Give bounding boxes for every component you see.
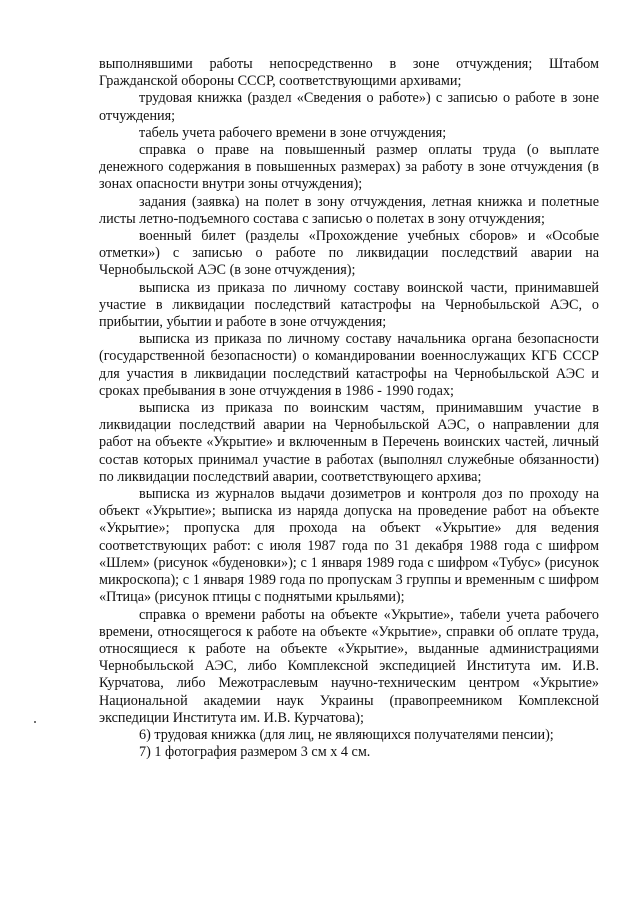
paragraph-dosimeter-logs: выписка из журналов выдачи дозиметров и контроля доз по проходу на объект «Укрытие»; выписка из наряда допуска на проведение работ на объекте «Укрытие»; пропуска для прохода на объект «Укрытие» для ведения соответствующих работ: с июля 1987 года по 31 декабря 1988 года с шифром «Шлем» (рисунок «буденовки»); с 1 января 1989 года с шифром «Тубус» (рисунок микроскопа); с 1 января 1989 года по пропускам 3 группы и временным с шифром «Птица» (рисунок птицы с поднятыми крыльями); (99, 486, 599, 606)
paragraph-military-id: военный билет (разделы «Прохождение учебных сборов» и «Особые отметки») с записью о работе по ликвидации последствий аварии на Чернобыльской АЭС (в зоне отчуждения); (99, 228, 599, 279)
scan-speck (34, 721, 36, 723)
list-item-photo: 7) 1 фотография размером 3 см x 4 см. (139, 744, 371, 761)
paragraph-pay-certificate: справка о праве на повышенный размер оплаты труда (о выплате денежного содержания в повышенных размерах) за работу в зоне отчуждения (в зонах опасности внутри зоны отчуждения); (99, 142, 599, 193)
paragraph-continuation: выполнявшими работы непосредственно в зоне отчуждения; Штабом Гражданской обороны СССР, соответствующими архивами; (99, 56, 599, 90)
list-item-work-book: 6) трудовая книжка (для лиц, не являющихся получателями пенсии); (139, 726, 554, 743)
paragraph-shelter-certificate: справка о времени работы на объекте «Укрытие», табели учета рабочего времени, относящегося к работе на объекте «Укрытие», справки об оплате труда, относящиеся к работе на объекте «Укрытие», выданные администрациями Чернобыльской АЭС, либо Комплексной экспедицией Института им. И.В. Курчатова, либо Межотраслевым научно-техническим центром «Укрытие» Национальной академии наук Украины (правопреемником Комплексной экспедиции Института им. И.В. Курчатова); (99, 606, 599, 726)
document-page (99, 56, 599, 761)
paragraph-flight-tasks: задания (заявка) на полет в зону отчуждения, летная книжка и полетные листы летно-подъемного состава с записью о полетах в зону отчуждения; (99, 193, 599, 227)
paragraph-unit-order-extract: выписка из приказа по личному составу воинской части, принимавшей участие в ликвидации последствий катастрофы на Чернобыльской АЭС, о прибытии, убытии и работе в зоне отчуждения; (99, 279, 599, 331)
paragraph-military-units-extract: выписка из приказа по воинским частям, принимавшим участие в ликвидации последствий аварии на Чернобыльской АЭС, о направлении для работ на объекте «Укрытие» и включенным в Перечень воинских частей, личный состав которых принимал участие в работах (выполнял служебные обязанности) по ликвидации последствий аварии, соответствующего архива; (99, 400, 599, 485)
paragraph-kgb-order-extract: выписка из приказа по личному составу начальника органа безопасности (государственной безопасности) о командировании военнослужащих КГБ СССР для участия в ликвидации последствий катастрофы на Чернобыльской АЭС и сроках пребывания в зоне отчуждения в 1986 - 1990 годах; (99, 331, 599, 399)
paragraph-timesheet: табель учета рабочего времени в зоне отчуждения; (139, 124, 447, 141)
paragraph-work-book: трудовая книжка (раздел «Сведения о работе») с записью о работе в зоне отчуждения; (99, 90, 599, 124)
